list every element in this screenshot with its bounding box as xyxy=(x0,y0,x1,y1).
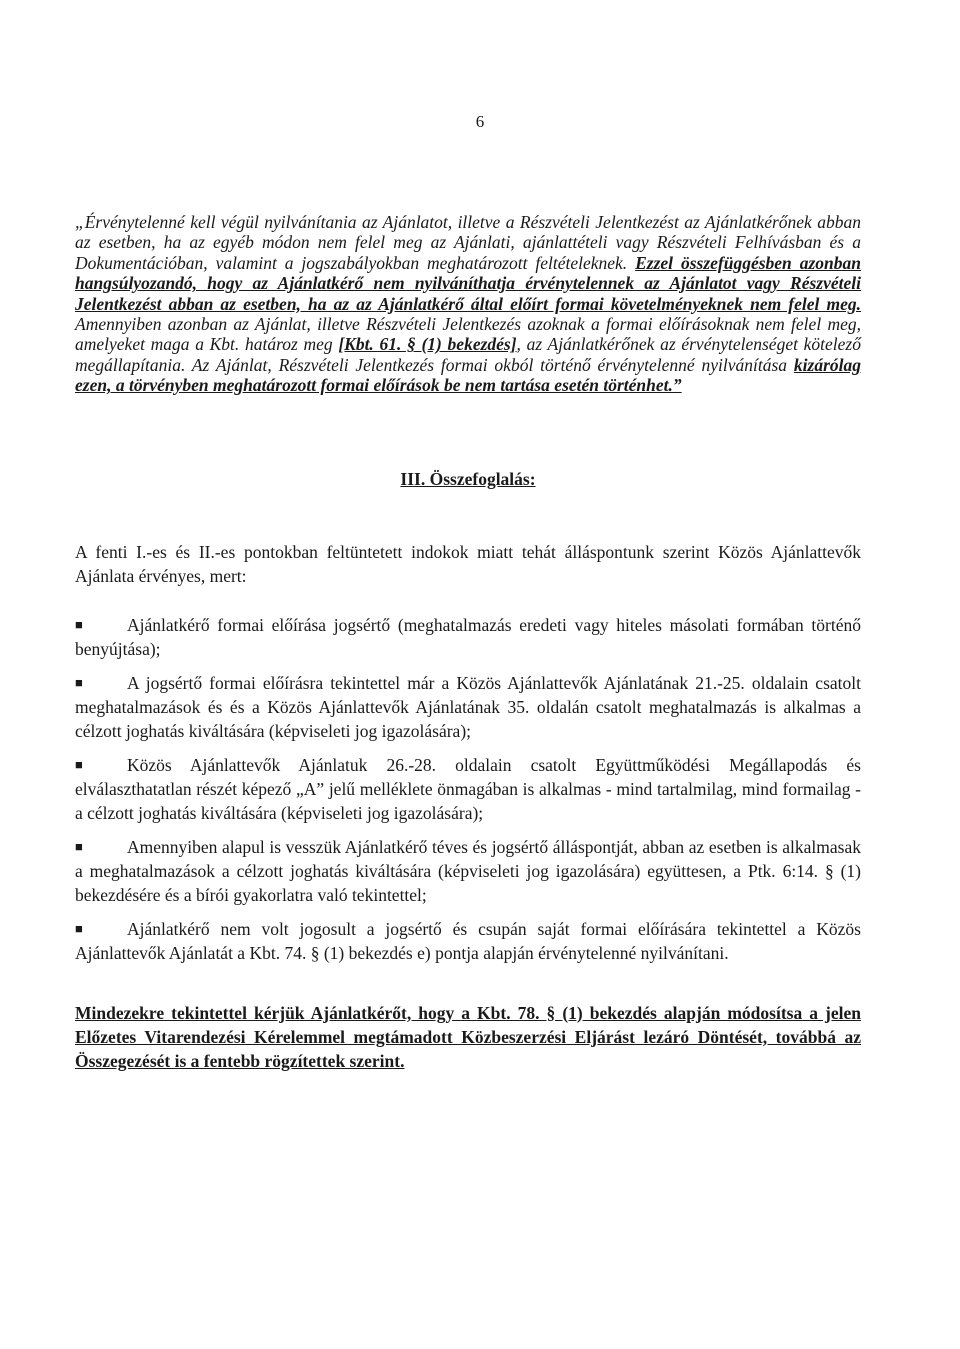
list-item-text: Ajánlatkérő formai előírása jogsértő (meghatalmazás eredeti vagy hiteles másolati formában történő benyújtása); xyxy=(75,614,861,659)
legal-quote xyxy=(75,212,861,396)
bullet-list xyxy=(75,613,861,965)
conclusion-paragraph: Mindezekre tekintettel kérjük Ajánlatkérőt, hogy a Kbt. 78. § (1) bekezdés alapján módosítsa a jelen Előzetes Vitarendezési Kérelemmel megtámadott Közbeszerzési Eljárást lezáró Döntését, továbbá az Összegezését is a fentebb rögzítettek szerint. xyxy=(75,1002,861,1071)
bullet-icon: ■ xyxy=(75,920,83,936)
bullet-icon: ■ xyxy=(75,616,83,632)
quote-emphasis-1: Ezzel összefüggésben azonban hangsúlyozandó, hogy az Ajánlatkérő nem nyilváníthatja érvénytelennek az Ajánlatot vagy Részvételi Jelentkezést abban az esetben, ha az az Ajánlatkérő által előírt formai követelményeknek nem felel meg. xyxy=(75,252,861,314)
bullet-icon: ■ xyxy=(75,838,83,854)
bullet-icon: ■ xyxy=(75,756,83,772)
section-heading: III. Összefoglalás: xyxy=(400,468,536,489)
quote-text-2: Amennyiben azonban az Ajánlat, illetve Részvételi Jelentkezés azoknak a formai előírásoknak nem felel meg, amelyeket maga a Kbt. határoz meg xyxy=(75,314,861,355)
list-item xyxy=(75,917,861,965)
quote-text-1: „Érvénytelenné kell végül nyilvánítania az Ajánlatot, illetve a Részvételi Jelentkezést az Ajánlatkérőnek abban az esetben, ha az egyéb módon nem felel meg az Ajánlati, ajánlattételi vagy Részvételi Felhívásban és a Dokumentációban, valamint a jogszabályokban meghatározott feltételeknek. xyxy=(75,212,861,273)
quote-text-3: , az Ajánlatkérőnek az érvénytelenséget kötelező megállapítania. Az Ajánlat, Részvételi Jelentkezés formai okból történő érvénytelenné nyilvánítása xyxy=(75,334,861,375)
list-item xyxy=(75,753,861,825)
list-item xyxy=(75,671,861,743)
list-item-text: Közös Ajánlattevők Ajánlatuk 26.-28. oldalain csatolt Együttműködési Megállapodás és elválaszthatatlan részét képező „A” jelű melléklete önmagában is alkalmas - mind tartalmilag, mind formailag - a célzott joghatás kiváltására (képviseleti jog igazolására); xyxy=(75,754,861,823)
quote-emphasis-3: kizárólag ezen, a törvényben meghatározott formai előírások be nem tartása esetén történhet.” xyxy=(75,354,861,396)
document-body xyxy=(75,212,861,1073)
list-item xyxy=(75,613,861,661)
page-number: 6 xyxy=(475,112,485,131)
list-item-text: Ajánlatkérő nem volt jogosult a jogsértő és csupán saját formai előírására tekintettel a Közös Ajánlattevők Ajánlatát a Kbt. 74. § (1) bekezdés e) pontja alapján érvénytelenné nyilvánítani. xyxy=(75,918,861,963)
list-item-text: A jogsértő formai előírásra tekintettel már a Közös Ajánlattevők Ajánlatának 21.-25. oldalain csatolt meghatalmazások és és a Közös Ajánlattevők Ajánlatának 35. oldalán csatolt meghatalmazás is alkalmas a célzott joghatás kiváltására (képviseleti jog igazolására); xyxy=(75,672,861,741)
list-item-text: Amennyiben alapul is vesszük Ajánlatkérő téves és jogsértő álláspontját, abban az esetben is alkalmasak a meghatalmazások a célzott joghatás kiváltására (képviseleti jog igazolására) együttesen, a Ptk. 6:14. § (1) bekezdésére és a bírói gyakorlatra való tekintettel; xyxy=(75,836,861,905)
list-item xyxy=(75,835,861,907)
quote-emphasis-2: [Kbt. 61. § (1) bekezdés] xyxy=(338,334,517,355)
bullet-icon: ■ xyxy=(75,674,83,690)
intro-paragraph: A fenti I.-es és II.-es pontokban feltüntetett indokok miatt tehát álláspontunk szerint Közös Ajánlattevők Ajánlata érvényes, mert: xyxy=(75,541,861,586)
